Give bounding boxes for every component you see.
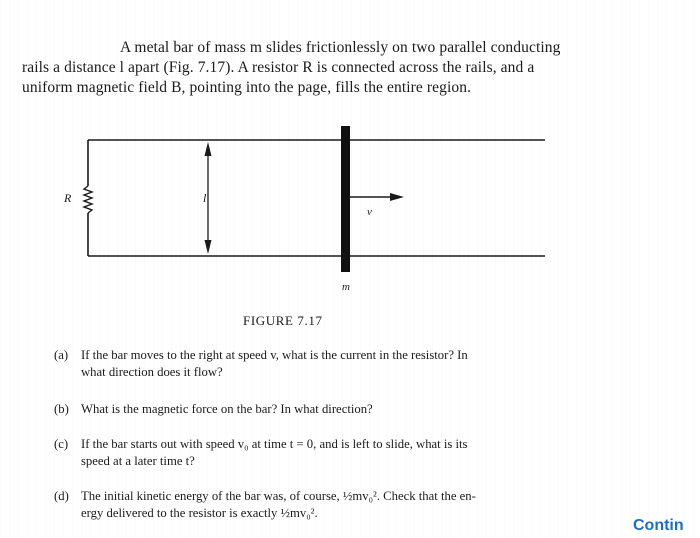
velocity-arrow-head [390, 193, 404, 201]
question-d-line-2: ergy delivered to the resistor is exactly ½mv₀². [81, 506, 318, 520]
question-b [54, 401, 614, 418]
mass-label: m [342, 281, 350, 293]
question-c-line-2: speed at a later time t? [81, 454, 195, 468]
question-d-label: (d) [54, 489, 69, 503]
question-a [54, 347, 614, 381]
distance-arrow-head-up [205, 142, 212, 156]
question-c [54, 436, 614, 470]
question-c-line-1: If the bar starts out with speed v₀ at time t = 0, and is left to slide, what is its [81, 437, 468, 451]
question-a-line-1: If the bar moves to the right at speed v, what is the current in the resistor? In [81, 348, 468, 362]
distance-label: l [203, 191, 207, 205]
question-b-label: (b) [54, 402, 69, 416]
continue-link[interactable]: Contin [633, 517, 684, 534]
velocity-label: v [367, 206, 372, 218]
question-d [54, 488, 614, 522]
problem-line-3: uniform magnetic field B, pointing into the page, fills the entire region. [22, 79, 472, 96]
metal-bar [341, 126, 350, 272]
problem-line-2: rails a distance l apart (Fig. 7.17). A resistor R is connected across the rails, and a [22, 59, 535, 76]
question-b-line-1: What is the magnetic force on the bar? In what direction? [81, 402, 373, 416]
question-c-label: (c) [54, 437, 69, 451]
figure-caption: FIGURE 7.17 [243, 313, 323, 328]
resistor-zigzag [84, 186, 92, 213]
question-d-line-1: The initial kinetic energy of the bar was, of course, ½mv₀². Check that the en- [81, 489, 476, 503]
problem-line-1: A metal bar of mass m slides frictionlessly on two parallel conducting [120, 39, 561, 56]
resistor-label: R [64, 191, 72, 205]
question-a-label: (a) [54, 348, 69, 362]
distance-arrow-head-down [205, 240, 212, 254]
question-a-line-2: what direction does it flow? [81, 365, 223, 379]
